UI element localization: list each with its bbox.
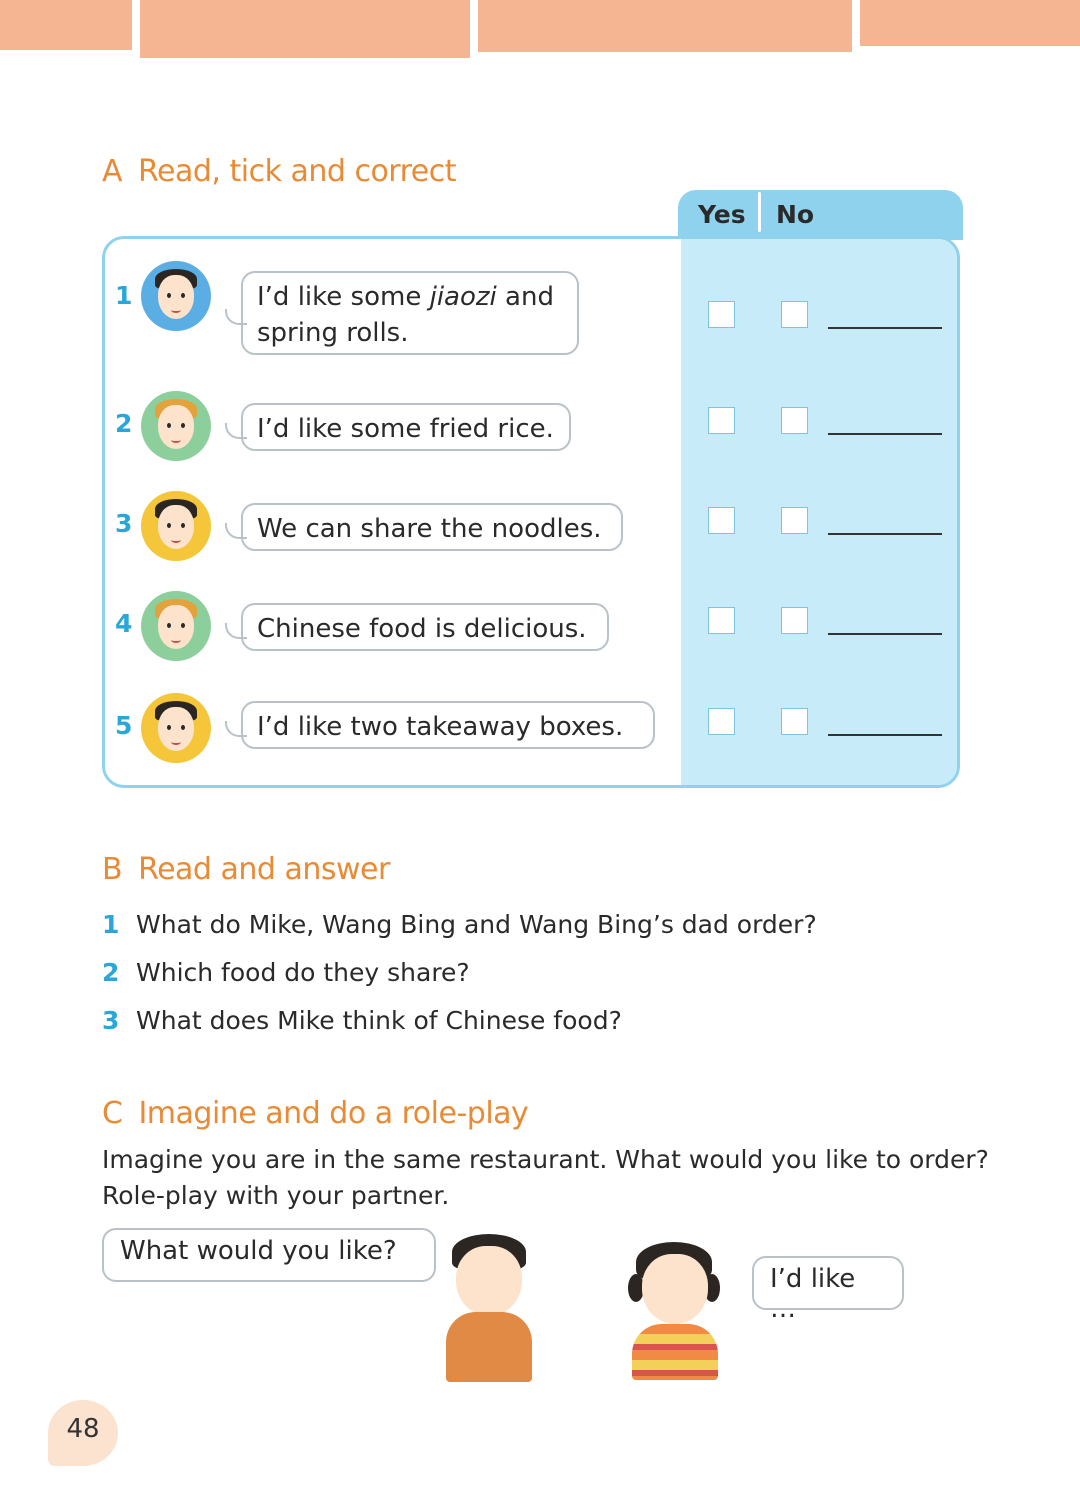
item-number: 1 [115,281,133,310]
speech-bubble: I’d like two takeaway boxes. [241,701,655,749]
top-decorative-band [0,0,1080,62]
item-number: 3 [115,509,133,538]
instructions [102,1142,1002,1214]
section-c-title [102,1096,528,1131]
item-number: 2 [115,409,133,438]
item-number: 5 [115,711,133,740]
question-text: What does Mike think of Chinese food? [136,1006,622,1035]
boy-avatar [141,391,211,461]
correction-line[interactable] [828,433,942,435]
girl-illustration [612,1240,732,1380]
section-a-heading: Read, tick and correct [138,154,457,189]
section-a-letter: A [102,154,123,189]
no-label: No [776,200,815,229]
speech-bubble: Chinese food is delicious. [241,603,609,651]
yes-checkbox[interactable] [708,708,735,735]
question-number: 3 [102,1006,120,1035]
no-checkbox[interactable] [781,507,808,534]
yes-checkbox[interactable] [708,407,735,434]
speech-bubble: We can share the noodles. [241,503,623,551]
yes-checkbox[interactable] [708,507,735,534]
yes-no-header [678,190,963,240]
item-number: 4 [115,609,133,638]
man-avatar [141,491,211,561]
exercise-row-5 [105,691,960,781]
exercise-row-4 [105,591,960,681]
speech-bubble-left: What would you like? [102,1228,436,1282]
exercise-row-1 [105,259,960,349]
question-number: 1 [102,910,120,939]
exercise-a-panel [102,236,960,788]
speech-bubble: I’d like some jiaozi and spring rolls. [241,271,579,355]
question-3 [102,1006,622,1035]
question-1 [102,910,817,939]
page-number: 48 [48,1400,118,1466]
section-b-title [102,852,390,887]
no-checkbox[interactable] [781,301,808,328]
correction-line[interactable] [828,327,942,329]
correction-line[interactable] [828,633,942,635]
no-checkbox[interactable] [781,607,808,634]
yes-label: Yes [698,200,746,229]
exercise-row-3 [105,491,960,581]
yes-checkbox[interactable] [708,607,735,634]
correction-line[interactable] [828,533,942,535]
question-text: What do Mike, Wang Bing and Wang Bing’s dad order? [136,910,817,939]
no-checkbox[interactable] [781,407,808,434]
instruction-line-2: Role-play with your partner. [102,1181,450,1210]
exercise-row-2 [105,391,960,481]
question-number: 2 [102,958,120,987]
instruction-line-1: Imagine you are in the same restaurant. What would you like to order? [102,1145,989,1174]
yes-checkbox[interactable] [708,301,735,328]
speech-bubble: I’d like some fried rice. [241,403,571,451]
man-avatar [141,693,211,763]
correction-line[interactable] [828,734,942,736]
question-2 [102,958,470,987]
section-c-heading: Imagine and do a role-play [138,1096,529,1131]
section-b-letter: B [102,852,123,887]
section-a-title [102,154,456,189]
boy-illustration [440,1232,580,1382]
boy-avatar [141,261,211,331]
no-checkbox[interactable] [781,708,808,735]
boy-avatar [141,591,211,661]
italic-word: jiaozi [429,282,497,312]
section-c-letter: C [102,1096,123,1131]
question-text: Which food do they share? [136,958,470,987]
section-b-heading: Read and answer [138,852,390,887]
speech-bubble-right: I’d like … [752,1256,904,1310]
header-divider [758,192,761,232]
